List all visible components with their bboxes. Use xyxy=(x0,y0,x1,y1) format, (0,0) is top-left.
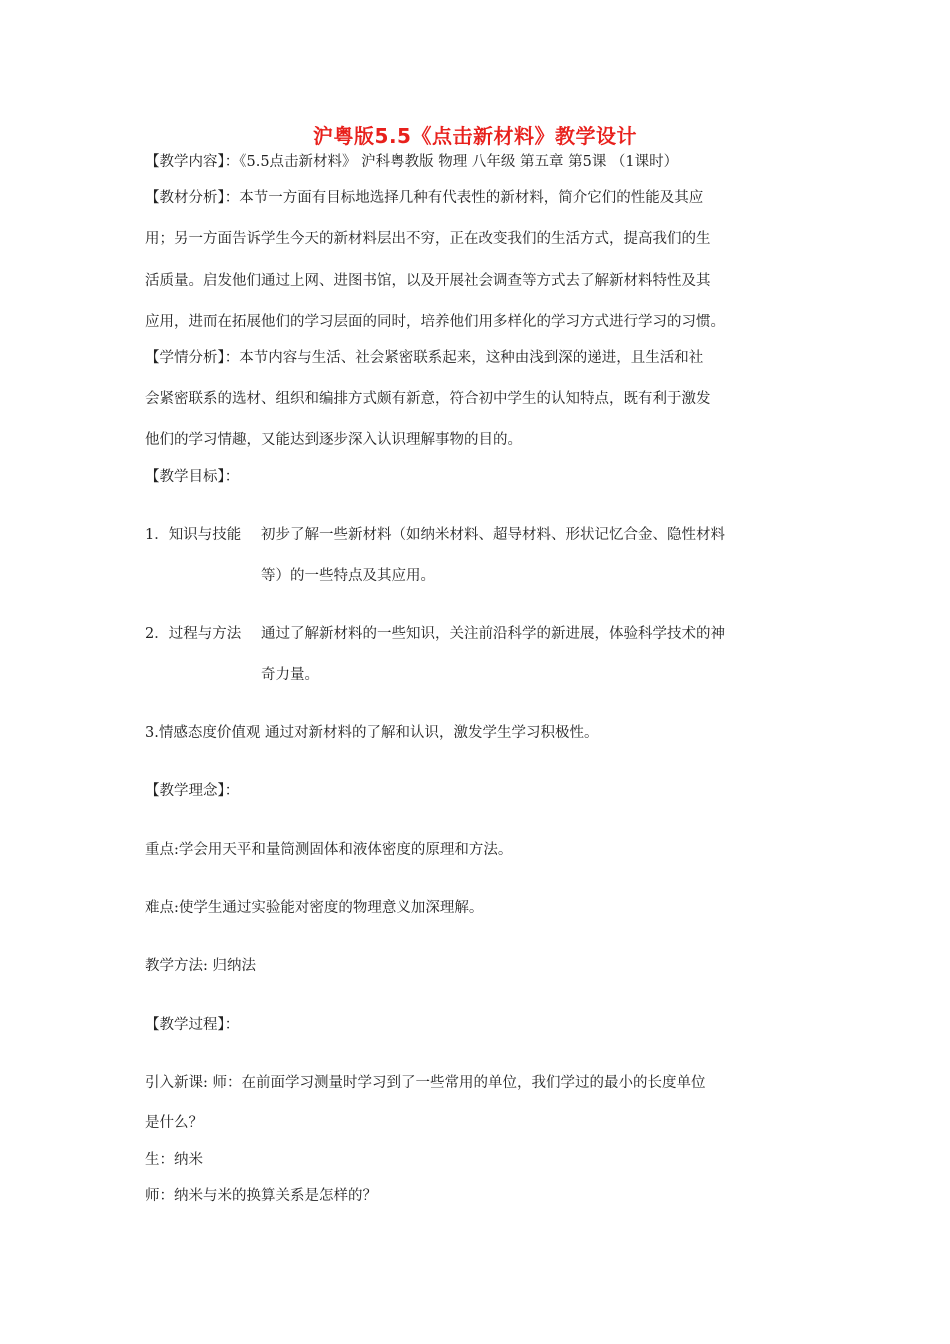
process-line-2: 是什么？ xyxy=(145,1115,203,1131)
analysis-line-4: 应用，进而在拓展他们的学习层面的同时，培养他们用多样化的学习方式进行学习的习惯。 xyxy=(145,314,725,330)
situation-line-2: 会紧密联系的选材、组织和编排方式颇有新意，符合初中学生的认知特点，既有利于激发 xyxy=(145,391,711,407)
method-line: 教学方法: 归纳法 xyxy=(145,958,256,974)
goal1-label: 1．知识与技能 xyxy=(145,527,242,543)
goal1-line-1: 初步了解一些新材料（如纳米材料、超导材料、形状记忆合金、隐性材料 xyxy=(261,527,725,543)
analysis-line-2: 用；另一方面告诉学生今天的新材料层出不穷，正在改变我们的生活方式，提高我们的生 xyxy=(145,231,711,247)
goal3-line: 3.情感态度价值观 通过对新材料的了解和认识，激发学生学习积极性。 xyxy=(145,725,599,741)
goal1-line-2: 等）的一些特点及其应用。 xyxy=(261,568,435,584)
situation-line-3: 他们的学习情趣，又能达到逐步深入认识理解事物的目的。 xyxy=(145,432,522,448)
analysis-line-3: 活质量。启发他们通过上网、进图书馆，以及开展社会调查等方式去了解新材料特性及其 xyxy=(145,273,711,289)
goal2-line-2: 奇力量。 xyxy=(261,667,319,683)
goal2-label: 2．过程与方法 xyxy=(145,626,242,642)
analysis-line-1: 【教材分析】：本节一方面有目标地选择几种有代表性的新材料，简介它们的性能及其应 xyxy=(145,190,704,206)
process-heading: 【教学过程】： xyxy=(145,1017,240,1033)
goal2-line-1: 通过了解新材料的一些知识，关注前沿科学的新进展，体验科学技术的神 xyxy=(261,626,725,642)
goals-heading: 【教学目标】： xyxy=(145,469,240,485)
difficulty-line: 难点:使学生通过实验能对密度的物理意义加深理解。 xyxy=(145,900,484,916)
process-line-1: 引入新课: 师：在前面学习测量时学习到了一些常用的单位，我们学过的最小的长度单位 xyxy=(145,1075,706,1091)
key-point-line: 重点:学会用天平和量筒测固体和液体密度的原理和方法。 xyxy=(145,842,513,858)
document-title: 沪粤版5.5《点击新材料》教学设计 xyxy=(313,124,637,148)
concept-heading: 【教学理念】： xyxy=(145,783,240,799)
process-line-3: 生：纳米 xyxy=(145,1152,203,1168)
teaching-content-line: 【教学内容】：《5.5点击新材料》 沪科粤教版 物理 八年级 第五章 第5课 （1课时） xyxy=(145,154,679,170)
process-line-4: 师：纳米与米的换算关系是怎样的？ xyxy=(145,1188,377,1204)
situation-line-1: 【学情分析】：本节内容与生活、社会紧密联系起来，这种由浅到深的递进，且生活和社 xyxy=(145,350,704,366)
